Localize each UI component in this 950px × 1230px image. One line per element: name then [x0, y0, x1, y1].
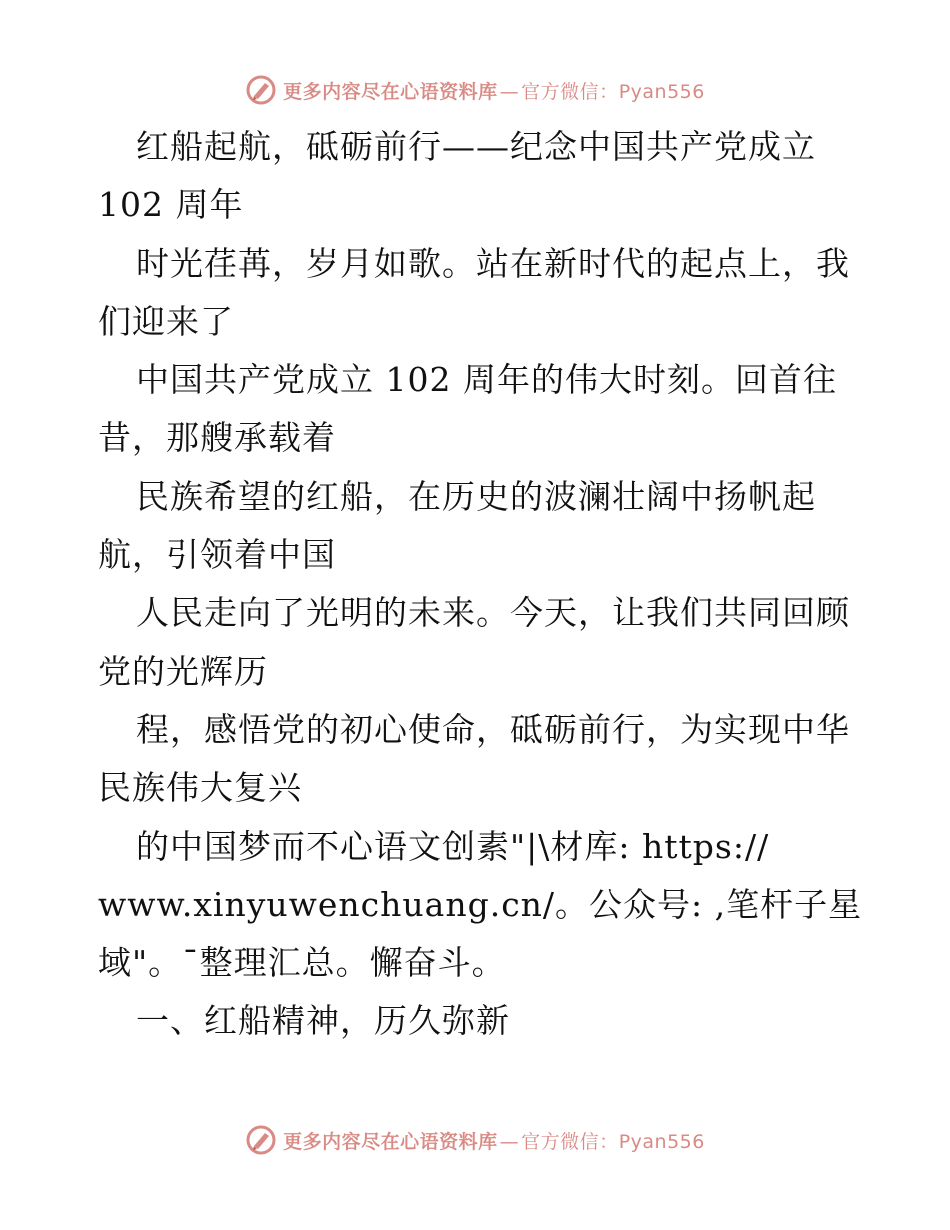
footer-watermark [0, 1120, 950, 1160]
watermark-text: 更多内容尽在心语资料库 — 官方微信：Pyan556 [283, 1130, 705, 1153]
pen-circle-logo-icon [245, 1124, 277, 1156]
paragraph-line: www.xinyuwenchuang.cn/。公众号: ,笔杆子星 [98, 884, 863, 924]
watermark-text: 更多内容尽在心语资料库 — 官方微信：Pyan556 [283, 80, 705, 103]
header-watermark [0, 70, 950, 110]
paragraph-line: 程，感悟党的初心使命，砥砺前行，为实现中华 [136, 709, 850, 749]
paragraph-line: 时光荏苒，岁月如歌。站在新时代的起点上，我 [136, 243, 850, 283]
title-line: 102 周年 [98, 185, 244, 225]
paragraph-line: 民族伟大复兴 [98, 768, 302, 808]
paragraph-line: 昔，那艘承载着 [98, 418, 336, 458]
paragraph-line: 域"。¯整理汇总。懈奋斗。 [98, 943, 506, 983]
paragraph-line: 们迎来了 [98, 301, 234, 341]
pen-circle-logo-icon [245, 74, 277, 106]
paragraph-line: 党的光辉历 [98, 651, 268, 691]
paragraph-line: 中国共产党成立 102 周年的伟大时刻。回首往 [136, 360, 837, 400]
paragraph-line: 的中国梦而不心语文创素"|\材库: https:// [136, 826, 770, 866]
paragraph-line: 人民走向了光明的未来。今天，让我们共同回顾 [136, 593, 850, 633]
document-body [98, 118, 868, 1051]
paragraph-line: 民族希望的红船，在历史的波澜壮阔中扬帆起 [136, 476, 816, 516]
title-line: 红船起航，砥砺前行——纪念中国共产党成立 [136, 127, 816, 166]
paragraph-line: 航，引领着中国 [98, 535, 336, 575]
section-heading: 一、红船精神，历久弥新 [136, 1001, 510, 1041]
